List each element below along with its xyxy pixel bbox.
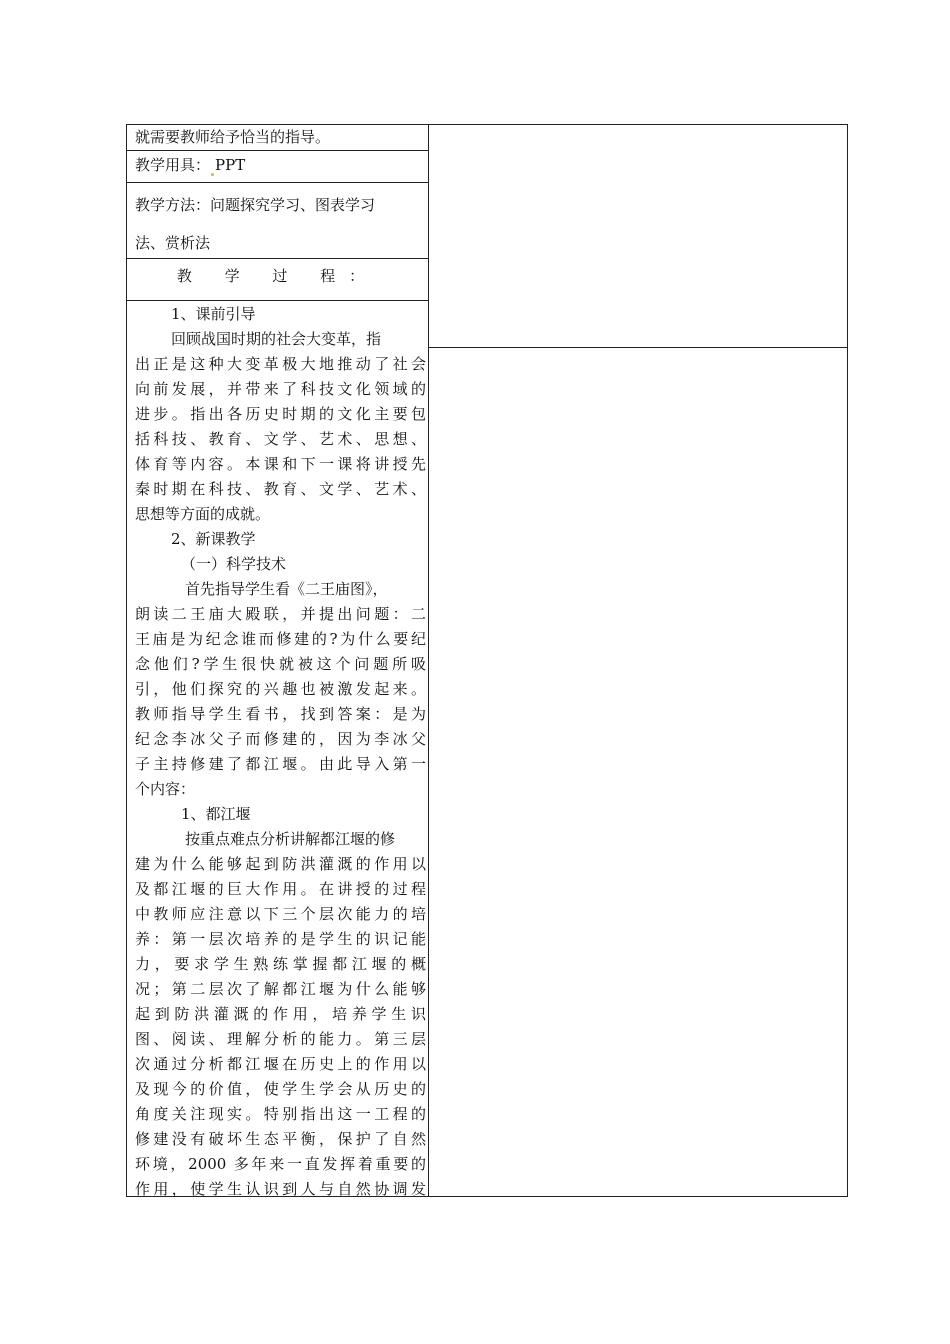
- process-body-line: 朗读二王庙大殿联，并提出问题：二: [135, 605, 426, 623]
- process-body-line: 图、阅读、理解分析的能力。第三层: [135, 1030, 426, 1048]
- intro-cell: [135, 125, 425, 150]
- row-divider: [127, 182, 428, 183]
- process-body-line: 起到防洪灌溉的作用，培养学生识: [135, 1005, 426, 1023]
- process-heading: 教 学 过 程：: [176, 267, 379, 285]
- process-body-line: 作用，使学生认识到人与自然协调发: [135, 1180, 426, 1198]
- process-body-line: 向前发展，并带来了科技文化领域的: [135, 380, 426, 398]
- process-body-line: 2、新课教学: [171, 530, 256, 548]
- process-body-line: 进步。指出各历史时期的文化主要包: [135, 405, 426, 423]
- teaching-tools-value: PPT: [215, 156, 246, 174]
- process-body-line: 教师指导学生看书，找到答案：是为: [135, 705, 426, 723]
- process-body-line: 及都江堰的巨大作用。在讲授的过程: [135, 880, 426, 898]
- teaching-methods-line-1: 教学方法：问题探究学习、图表学习: [135, 196, 376, 214]
- process-body-line: 建为什么能够起到防洪灌溉的作用以: [135, 855, 426, 873]
- column-divider: [428, 125, 429, 1196]
- process-body-line: 思想等方面的成就。: [135, 505, 271, 523]
- process-body-line: 环境，2000 多年来一直发挥着重要的: [135, 1155, 426, 1173]
- process-body-line: 子主持修建了都江堰。由此导入第一: [135, 755, 426, 773]
- intro-text: 就需要教师给予恰当的指导。: [135, 128, 331, 146]
- process-body-line: 1、课前引导: [171, 305, 256, 323]
- process-body-line: 角度关注现实。特别指出这一工程的: [135, 1105, 426, 1123]
- process-body-line: 首先指导学生看《二王庙图》，: [185, 580, 388, 598]
- process-heading-cell: [135, 264, 420, 289]
- process-body-line: 力，要求学生熟练掌握都江堰的概: [135, 955, 426, 973]
- process-body-line: 1、都江堰: [181, 805, 251, 823]
- process-body-cell: [135, 302, 426, 1202]
- process-body-line: 纪念李冰父子而修建的，因为李冰父: [135, 730, 426, 748]
- process-body-line: 秦时期在科技、教育、文学、艺术、: [135, 480, 426, 498]
- teaching-tools-cell: [135, 153, 425, 178]
- process-body-line: 修建没有破坏生态平衡，保护了自然: [135, 1130, 426, 1148]
- teaching-methods-cell: [135, 186, 425, 262]
- teaching-tools-label: 教学用具：: [135, 156, 211, 174]
- process-body-line: （一）科学技术: [181, 555, 287, 573]
- row-divider: [428, 347, 848, 348]
- process-body-line: 养：第一层次培养的是学生的识记能: [135, 930, 426, 948]
- process-body-line: 念他们?学生很快就被这个问题所吸: [135, 655, 426, 673]
- process-body-line: 况；第二层次了解都江堰为什么能够: [135, 980, 426, 998]
- lesson-plan-table: [126, 124, 848, 1197]
- row-divider: [127, 300, 428, 301]
- process-body-line: 引，他们探究的兴趣也被激发起来。: [135, 680, 426, 698]
- process-body-line: 回顾战国时期的社会大变革，指: [171, 330, 382, 348]
- process-body-line: 按重点难点分析讲解都江堰的修: [185, 830, 396, 848]
- process-body-line: 王庙是为纪念谁而修建的?为什么要纪: [135, 630, 426, 648]
- mark-dot: [211, 173, 214, 176]
- row-divider: [127, 150, 428, 151]
- process-body-line: 个内容：: [135, 780, 196, 798]
- process-body-line: 及现今的价值，使学生学会从历史的: [135, 1080, 426, 1098]
- process-body-line: 出正是这种大变革极大地推动了社会: [135, 355, 426, 373]
- process-body-line: 次通过分析都江堰在历史上的作用以: [135, 1055, 426, 1073]
- teaching-tools-line: [135, 153, 425, 178]
- teaching-methods-line-2: 法、赏析法: [135, 234, 211, 252]
- process-body-line: 中教师应注意以下三个层次能力的培: [135, 905, 426, 923]
- process-body-line: 体育等内容。本课和下一课将讲授先: [135, 455, 426, 473]
- process-body-line: 括科技、教育、文学、艺术、思想、: [135, 430, 426, 448]
